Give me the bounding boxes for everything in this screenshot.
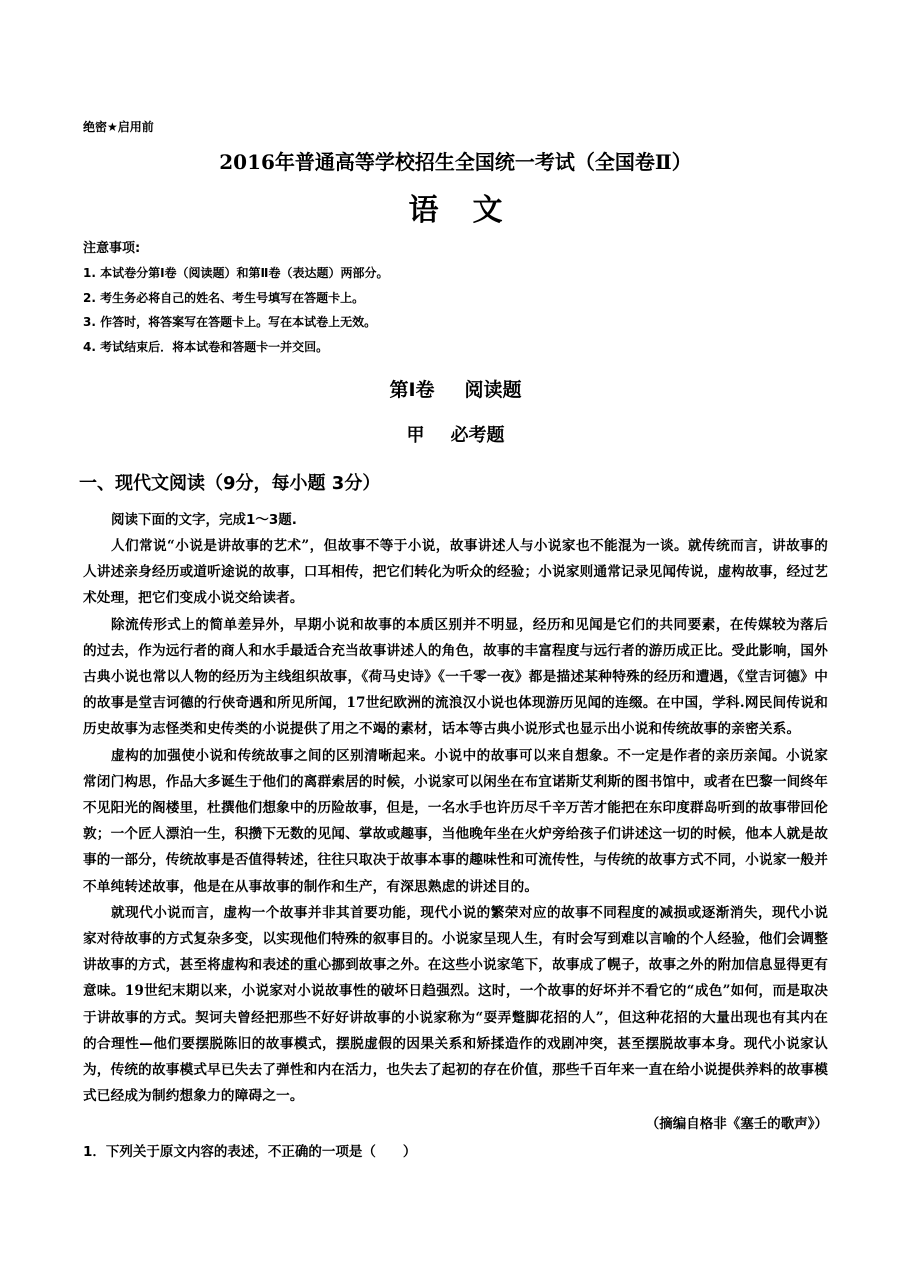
part-title xyxy=(83,421,828,447)
notice-item: 3. 作答时，将答案写在答题卡上。写在本试卷上无效。 xyxy=(83,315,377,329)
exam-page xyxy=(79,118,828,1165)
volume-label: 第Ⅰ卷 xyxy=(389,379,435,401)
passage-paragraph: 除流传形式上的简单差异外，早期小说和故事的本质区别并不明显，经历和见闻是它们的共同要素，在传媒较为落后的过去，作为远行者的商人和水手最适合充当故事讲述人的角色，故事的丰富程度与远行者的游历成正比。受此影响，国外古典小说也常以人物的经历为主线组织故事，《荷马史诗》《一千零一夜》都是描述某种特殊的经历和遭遇，《堂吉诃德》中的故事是堂吉诃德的行侠奇遇和所见所闻，17世纪欧洲的流浪汉小说也体现游历见闻的连缀。在中国，学科.网民间传说和历史故事为志怪类和史传类的小说提供了用之不竭的素材，话本等古典小说形式也显示出小说和传统故事的亲密关系。 xyxy=(83,616,828,738)
subject-title: 语文 xyxy=(408,193,537,228)
reading-instruction: 阅读下面的文字，完成1～3题. xyxy=(111,512,297,528)
passage-paragraph: 人们常说“小说是讲故事的艺术”，但故事不等于小说，故事讲述人与小说家也不能混为一谈。就传统而言，讲故事的人讲述亲身经历或道听途说的故事，口耳相传，把它们转化为听众的经验；小说家则通常记录见闻传说，虚构故事，经过艺术处理，把它们变成小说交给读者。 xyxy=(83,538,828,607)
reading-passage xyxy=(83,533,828,1109)
notice-item: 2. 考生务必将自己的姓名、考生号填写在答题卡上。 xyxy=(83,290,365,305)
volume-name: 阅读题 xyxy=(464,379,522,401)
notice-item: 1. 本试卷分第Ⅰ卷（阅读题）和第Ⅱ卷（表达题）两部分。 xyxy=(83,266,389,280)
exam-title: 2016年普通高等学校招生全国统一考试（全国卷Ⅱ） xyxy=(219,150,692,174)
notice-heading: 注意事项: xyxy=(83,241,141,256)
passage-paragraph: 虚构的加强使小说和传统故事之间的区别清晰起来。小说中的故事可以来自想象。不一定是作者的亲历亲闻。小说家常闭门构思，作品大多诞生于他们的离群索居的时候，小说家可以闲坐在布宜诺斯艾利斯的图书馆中，或者在巴黎一间终年不见阳光的阁楼里，杜撰他们想象中的历险故事，但是，一名水手也许历尽千辛万苦才能把在东印度群岛听到的故事带回伦敦；一个匠人漂泊一生，积攒下无数的见闻、掌故或趣事，当他晚年坐在火炉旁给孩子们讲述这一切的时候，他本人就是故事的一部分，传统故事是否值得转述，往往只取决于故事本事的趣味性和可流传性，与传统的故事方式不同，小说家一般并不单纯转述故事，他是在从事故事的制作和生产，有深思熟虑的讲述目的。 xyxy=(83,747,828,895)
secret-mark: 绝密★启用前 xyxy=(83,120,154,134)
question-1: 1．下列关于原文内容的表述，不正确的一项是（ ） xyxy=(83,1144,417,1161)
part-name: 必考题 xyxy=(450,425,505,446)
part-label: 甲 xyxy=(406,425,425,446)
section-title: 一、现代文阅读（9分，每小题 3分） xyxy=(79,473,381,494)
notice-item: 4. 考试结束后．将本试卷和答题卡一并交回。 xyxy=(83,339,329,354)
passage-paragraph: 就现代小说而言，虚构一个故事并非其首要功能，现代小说的繁荣对应的故事不同程度的减损或逐渐消失，现代小说家对待故事的方式复杂多变，以实现他们特殊的叙事目的。小说家呈现人生，有时会写到难以言喻的个人经验，他们会调整讲故事的方式，甚至将虚构和表述的重心挪到故事之外。在这些小说家笔下，故事成了幌子，故事之外的附加信息显得更有意味。19世纪末期以来，小说家对小说故事性的破坏日趋强烈。这时，一个故事的好坏并不看它的“成色”如何，而是取决于讲故事的方式。契诃夫曾经把那些不好好讲故事的小说家称为“耍弄蹩脚花招的人”，但这种花招的大量出现也有其内在的合理性—他们要摆脱陈旧的故事模式，摆脱虚假的因果关系和矫揉造作的戏剧冲突，甚至摆脱故事本身。现代小说家认为，传统的故事模式早已失去了弹性和内在活力，也失去了起初的存在价值，那些千百年来一直在给小说提供养料的故事模式已经成为制约想象力的障碍之一。 xyxy=(83,904,828,1105)
passage-source: （摘编自格非《塞壬的歌声》） xyxy=(645,1116,828,1133)
notice-list xyxy=(83,261,828,359)
volume-title xyxy=(83,375,828,402)
